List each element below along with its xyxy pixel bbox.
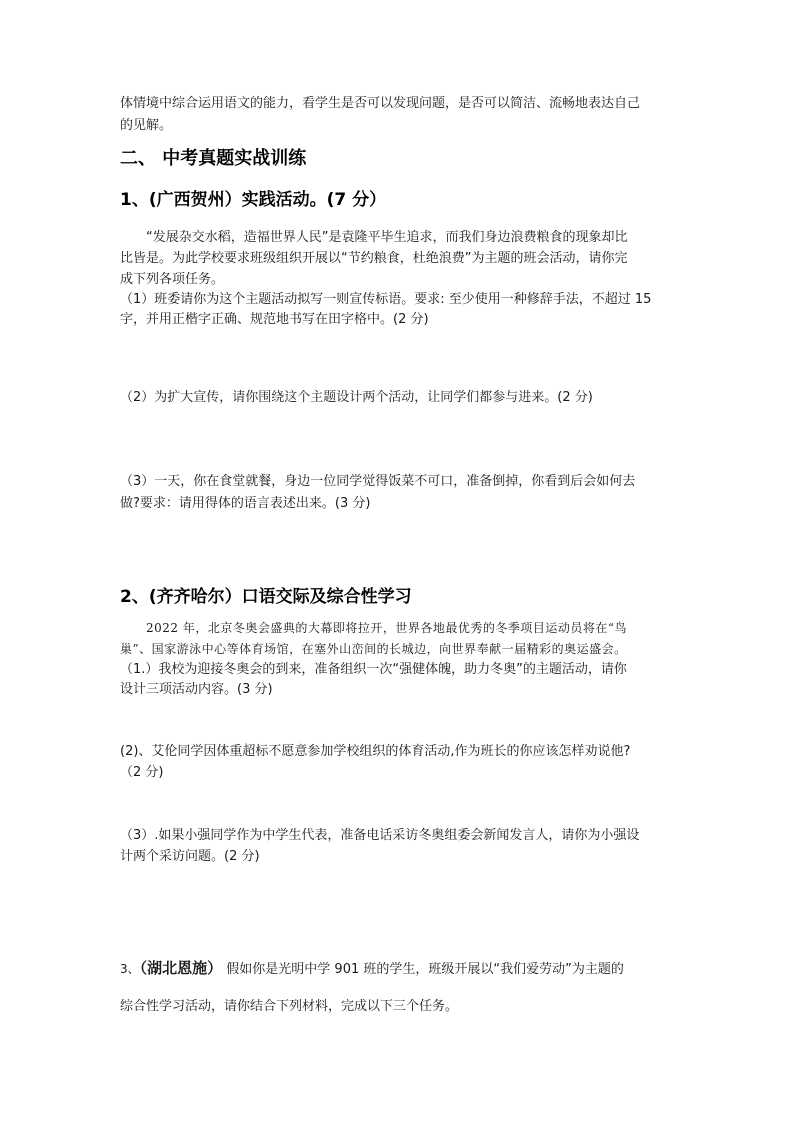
q1-intro-line-3: 成下列各项任务。 [120, 272, 225, 287]
section-title: 二、 中考真题实战训练 [120, 148, 307, 169]
q2-part-2-line-1: (2)、艾伦同学因体重超标不愿意参加学校组织的体育活动,作为班长的你应该怎样劝说他? [120, 744, 631, 759]
q1-part-1-line-1: （1）班委请你为这个主题活动拟写一则宣传标语。要求: 至少使用一种修辞手法，不超过 15 [120, 292, 652, 307]
q1-intro-line-2: 比皆是。为此学校要求班级组织开展以“节约粮食，杜绝浪费”为主题的班会活动，请你完 [120, 251, 628, 266]
question-3-line-1-text: 假如你是光明中学 901 班的学生，班级开展以“我们爱劳动”为主题的 [222, 962, 624, 977]
question-3-line-1 [120, 958, 624, 980]
q2-intro-line-1: 2022 年，北京冬奥会盛典的大幕即将拉开，世界各地最优秀的冬季项目运动员将在“鸟 [146, 621, 627, 635]
q2-part-3-line-2: 计两个采访问题。(2 分) [120, 849, 260, 864]
question-3-number: 3、 [120, 962, 140, 976]
q1-intro-line-1: “发展杂交水稻，造福世界人民”是袁隆平毕生追求，而我们身边浪费粮食的现象却比 [146, 230, 628, 245]
q2-part-2-line-2: （2 分) [120, 765, 164, 780]
q2-part-3-line-1: （3）.如果小强同学作为中学生代表，准备电话采访冬奥组委会新闻发言人，请你为小强设 [120, 828, 640, 843]
intro-line-1: 体情境中综合运用语文的能力，看学生是否可以发现问题，是否可以简洁、流畅地表达自己 [120, 96, 641, 111]
question-2-title: 2、(齐齐哈尔）口语交际及综合性学习 [120, 587, 412, 607]
intro-line-2: 的见解。 [120, 118, 173, 133]
question-3-line-2: 综合性学习活动，请你结合下列材料，完成以下三个任务。 [120, 999, 459, 1014]
q2-intro-line-2: 巢”、国家游泳中心等体育场馆，在塞外山峦间的长城边，向世界奉献一届精彩的奥运盛会。 [120, 642, 627, 656]
q2-part-1-line-2: 设计三项活动内容。(3 分) [120, 682, 273, 697]
q1-part-2-line-1: （2）为扩大宣传，请你围绕这个主题设计两个活动，让同学们都参与进来。(2 分) [120, 390, 593, 405]
q1-part-1-line-2: 字，并用正楷字正确、规范地书写在田字格中。(2 分) [120, 312, 429, 327]
question-1-title: 1、(广西贺州）实践活动。(7 分） [120, 190, 387, 210]
q2-part-1-line-1: （1.）我校为迎接冬奥会的到来，准备组织一次“强健体魄，助力冬奥”的主题活动，请你 [120, 662, 627, 677]
q1-part-3-line-2: 做?要求：请用得体的语言表述出来。(3 分) [120, 496, 371, 511]
question-3-region: （湖北恩施） [139, 959, 223, 977]
q1-part-3-line-1: （3）一天，你在食堂就餐，身边一位同学觉得饭菜不可口，准备倒掉，你看到后会如何去 [120, 474, 636, 489]
